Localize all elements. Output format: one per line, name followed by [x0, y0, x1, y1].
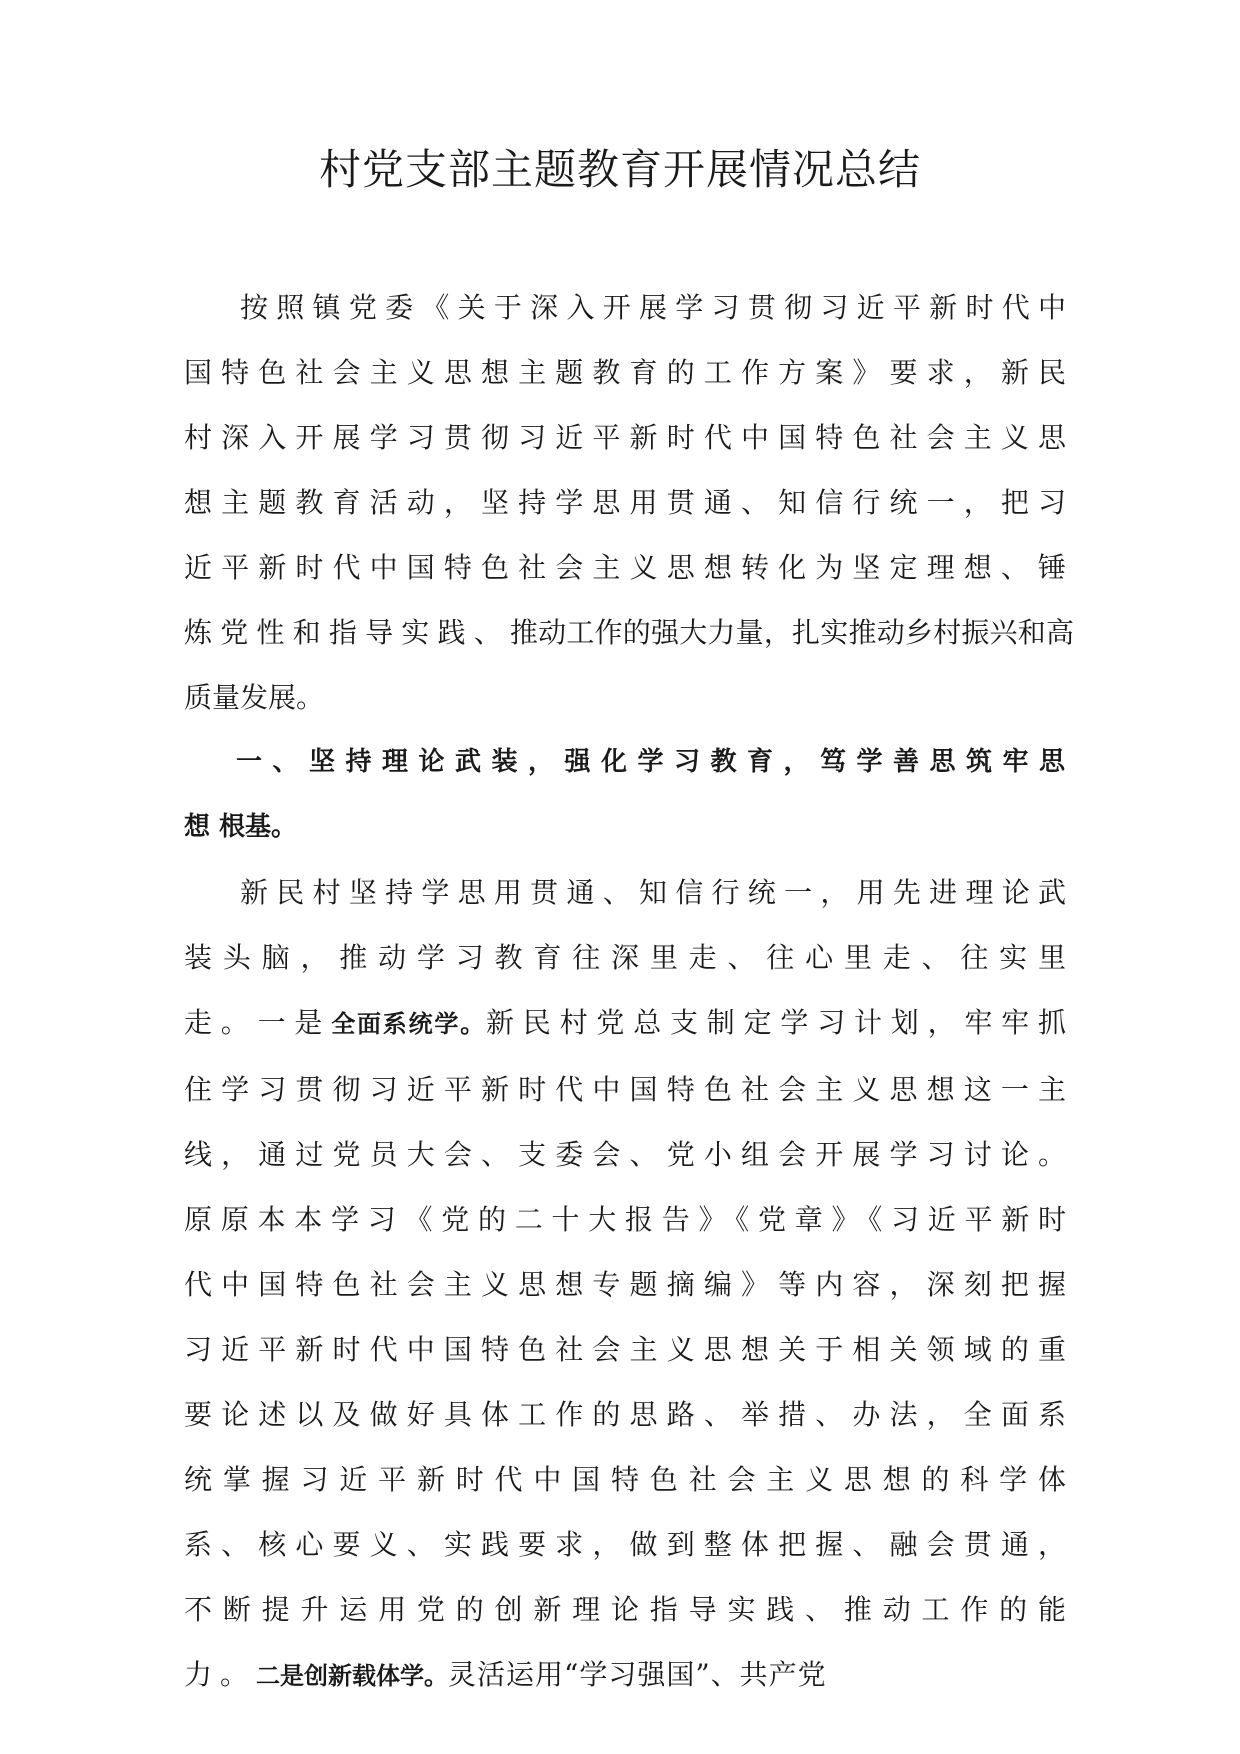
point-1-text: 新民村党总支制定学习计划，牢牢抓住学习贯彻习近平新时代中国特色社会主义思想这一主线，通过党员大会、支委会、党小组会开展学习讨论。原原本本学习《党的二十大报告》《党章》《习近平新时代中国特色社会主义思想专题摘编》等内容，深刻把握习近平新时代中国特色社会主义思想关于相关领域的重要论述以及做好具体工作的思路、举措、办法，全面系统掌握习近平新时代中国特色社会主义思想的科学体系、核心要义、实践要求，做到整体把握、融会贯通，不断提升运用党的创新理论指导实践、推动工作的能力。 — [184, 1006, 1074, 1691]
section-heading-1-text: 一、坚持理论武装，强化学习教育，笃学善思筑牢思想 — [184, 747, 1074, 842]
point-1-label: 全面系统学。 — [331, 1010, 486, 1038]
intro-text: 按照镇党委《关于深入开展学习贯彻习近平新时代中国特色社会主义思想主题教育的工作方案》要求，新民村深入开展学习贯彻习近平新时代中国特色社会主义思想主题教育活动，坚持学思用贯通、知信行统一，把习近平新时代中国特色社会主义思想转化为坚定理想、锤炼党性和指导实践、 — [184, 291, 1074, 649]
section-heading-1 — [184, 730, 1074, 860]
section-heading-1-tail: 根基。 — [219, 812, 298, 842]
document-title: 村党支部主题教育开展情况总结 — [318, 145, 921, 194]
point-2-text: 灵活运用“学习强国”、共产党 — [448, 1658, 827, 1691]
intro-text-end: 推动工作的强大力量，扎实推动乡村振兴和高质量发展。 — [184, 616, 1074, 714]
point-2-label: 二是创新载体学。 — [256, 1662, 449, 1690]
section-1-intro: 新民村坚持学思用贯通、知信行统一，用先进理论武装头脑，推动学习教育往深里走、往心里走、往实里走。一是 — [184, 876, 1074, 1039]
document-body — [184, 275, 1074, 1709]
section-1-paragraph — [184, 860, 1074, 1709]
intro-paragraph — [184, 275, 1074, 730]
